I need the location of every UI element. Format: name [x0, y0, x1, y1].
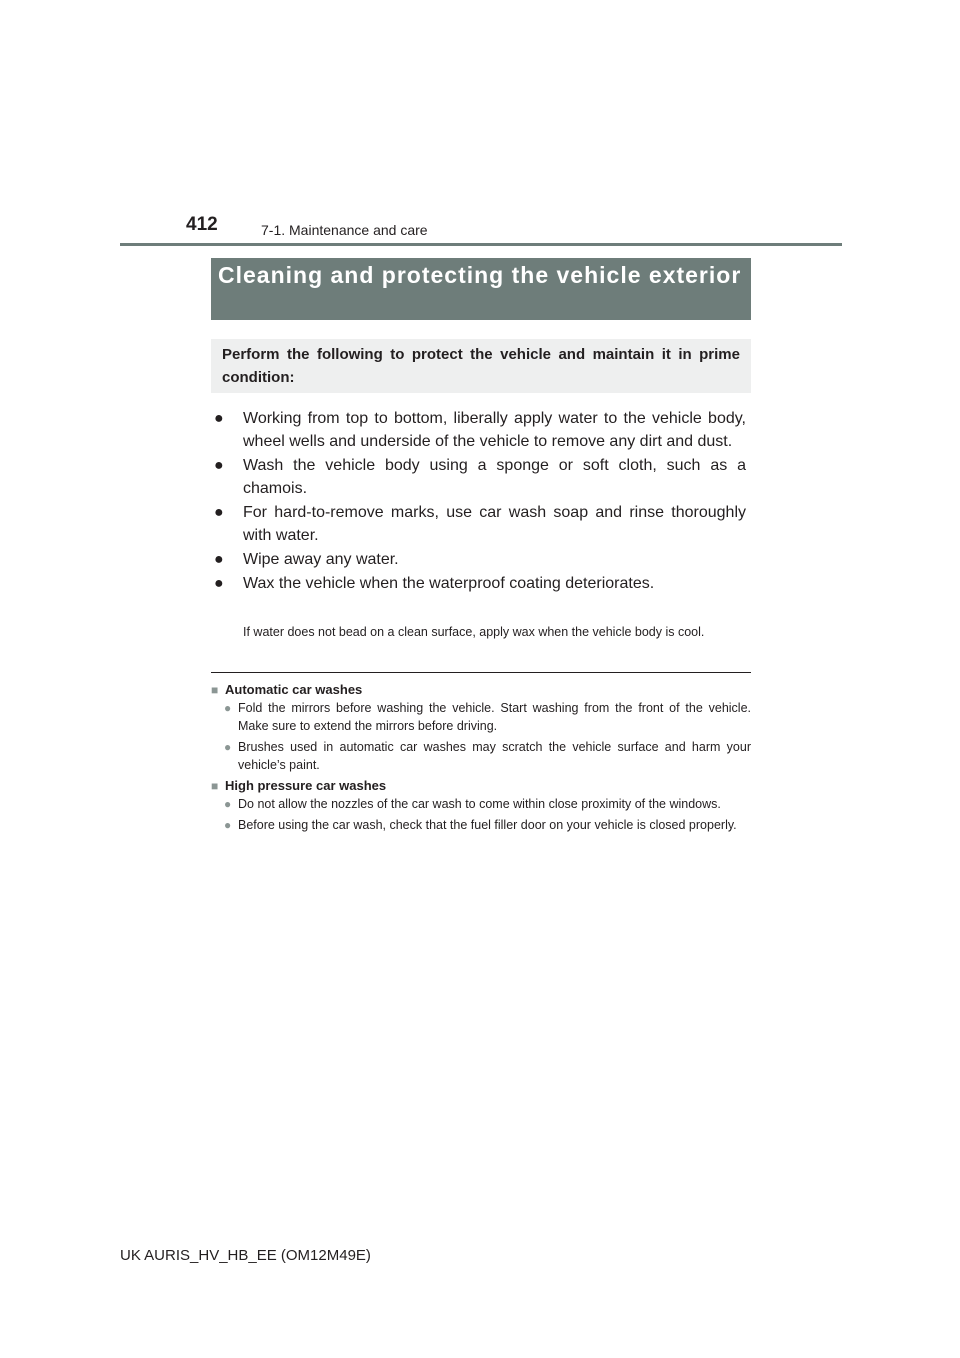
- list-item: [211, 816, 751, 834]
- list-item: [211, 699, 751, 735]
- notes-section: [211, 680, 751, 837]
- step-text: Wax the vehicle when the waterproof coating deteriorates.: [243, 575, 655, 592]
- step-text: Working from top to bottom, liberally apply water to the vehicle body, wheel wells and underside of the vehicle to remove any dirt and dust.: [243, 410, 746, 450]
- bullet-icon: ●: [214, 410, 224, 427]
- section-divider: [211, 672, 751, 673]
- intro-text: Perform the following to protect the vehicle and maintain it in prime condition:: [222, 346, 740, 386]
- step-text: For hard-to-remove marks, use car wash soap and rinse thoroughly with water.: [243, 504, 746, 544]
- list-item: [214, 501, 746, 547]
- bullet-icon: ●: [224, 740, 232, 754]
- list-item: [211, 738, 751, 774]
- step-text: Wash the vehicle body using a sponge or soft cloth, such as a chamois.: [243, 457, 746, 497]
- page-number: 412: [186, 214, 218, 235]
- note-heading: [211, 681, 751, 699]
- square-bullet-icon: ■: [211, 683, 219, 697]
- bullet-icon: ●: [224, 818, 232, 832]
- note-heading: [211, 777, 751, 795]
- square-bullet-icon: ■: [211, 779, 219, 793]
- note-text: Fold the mirrors before washing the vehicle. Start washing from the front of the vehicle. Make sure to extend the mirrors before driving.: [238, 701, 751, 733]
- note-text: Do not allow the nozzles of the car wash to come within close proximity of the windows.: [238, 797, 721, 811]
- bullet-icon: ●: [224, 797, 232, 811]
- note-text: Before using the car wash, check that the fuel filler door on your vehicle is closed properly.: [238, 818, 737, 832]
- intro-box: [211, 339, 751, 393]
- note-text: Brushes used in automatic car washes may scratch the vehicle surface and harm your vehicle’s paint.: [238, 740, 751, 772]
- section-reference: 7-1. Maintenance and care: [261, 222, 428, 238]
- bullet-icon: ●: [214, 504, 224, 521]
- list-item: [214, 454, 746, 500]
- section-title: Cleaning and protecting the vehicle exterior: [218, 262, 742, 288]
- section-title-bar: [211, 258, 751, 320]
- footer-model-code: UK AURIS_HV_HB_EE (OM12M49E): [120, 1247, 371, 1264]
- bullet-icon: ●: [214, 575, 224, 592]
- list-item: [214, 572, 746, 595]
- note-heading-text: High pressure car washes: [225, 778, 387, 793]
- step-text: Wipe away any water.: [243, 551, 399, 568]
- list-item: [214, 407, 746, 453]
- list-item: [214, 548, 746, 571]
- list-item: [211, 795, 751, 813]
- wax-note: If water does not bead on a clean surface, apply wax when the vehicle body is cool.: [243, 625, 705, 639]
- bullet-icon: ●: [224, 701, 232, 715]
- note-heading-text: Automatic car washes: [225, 682, 363, 697]
- steps-list: [214, 407, 746, 596]
- bullet-icon: ●: [214, 551, 224, 568]
- header-rule: [120, 243, 842, 246]
- bullet-icon: ●: [214, 457, 224, 474]
